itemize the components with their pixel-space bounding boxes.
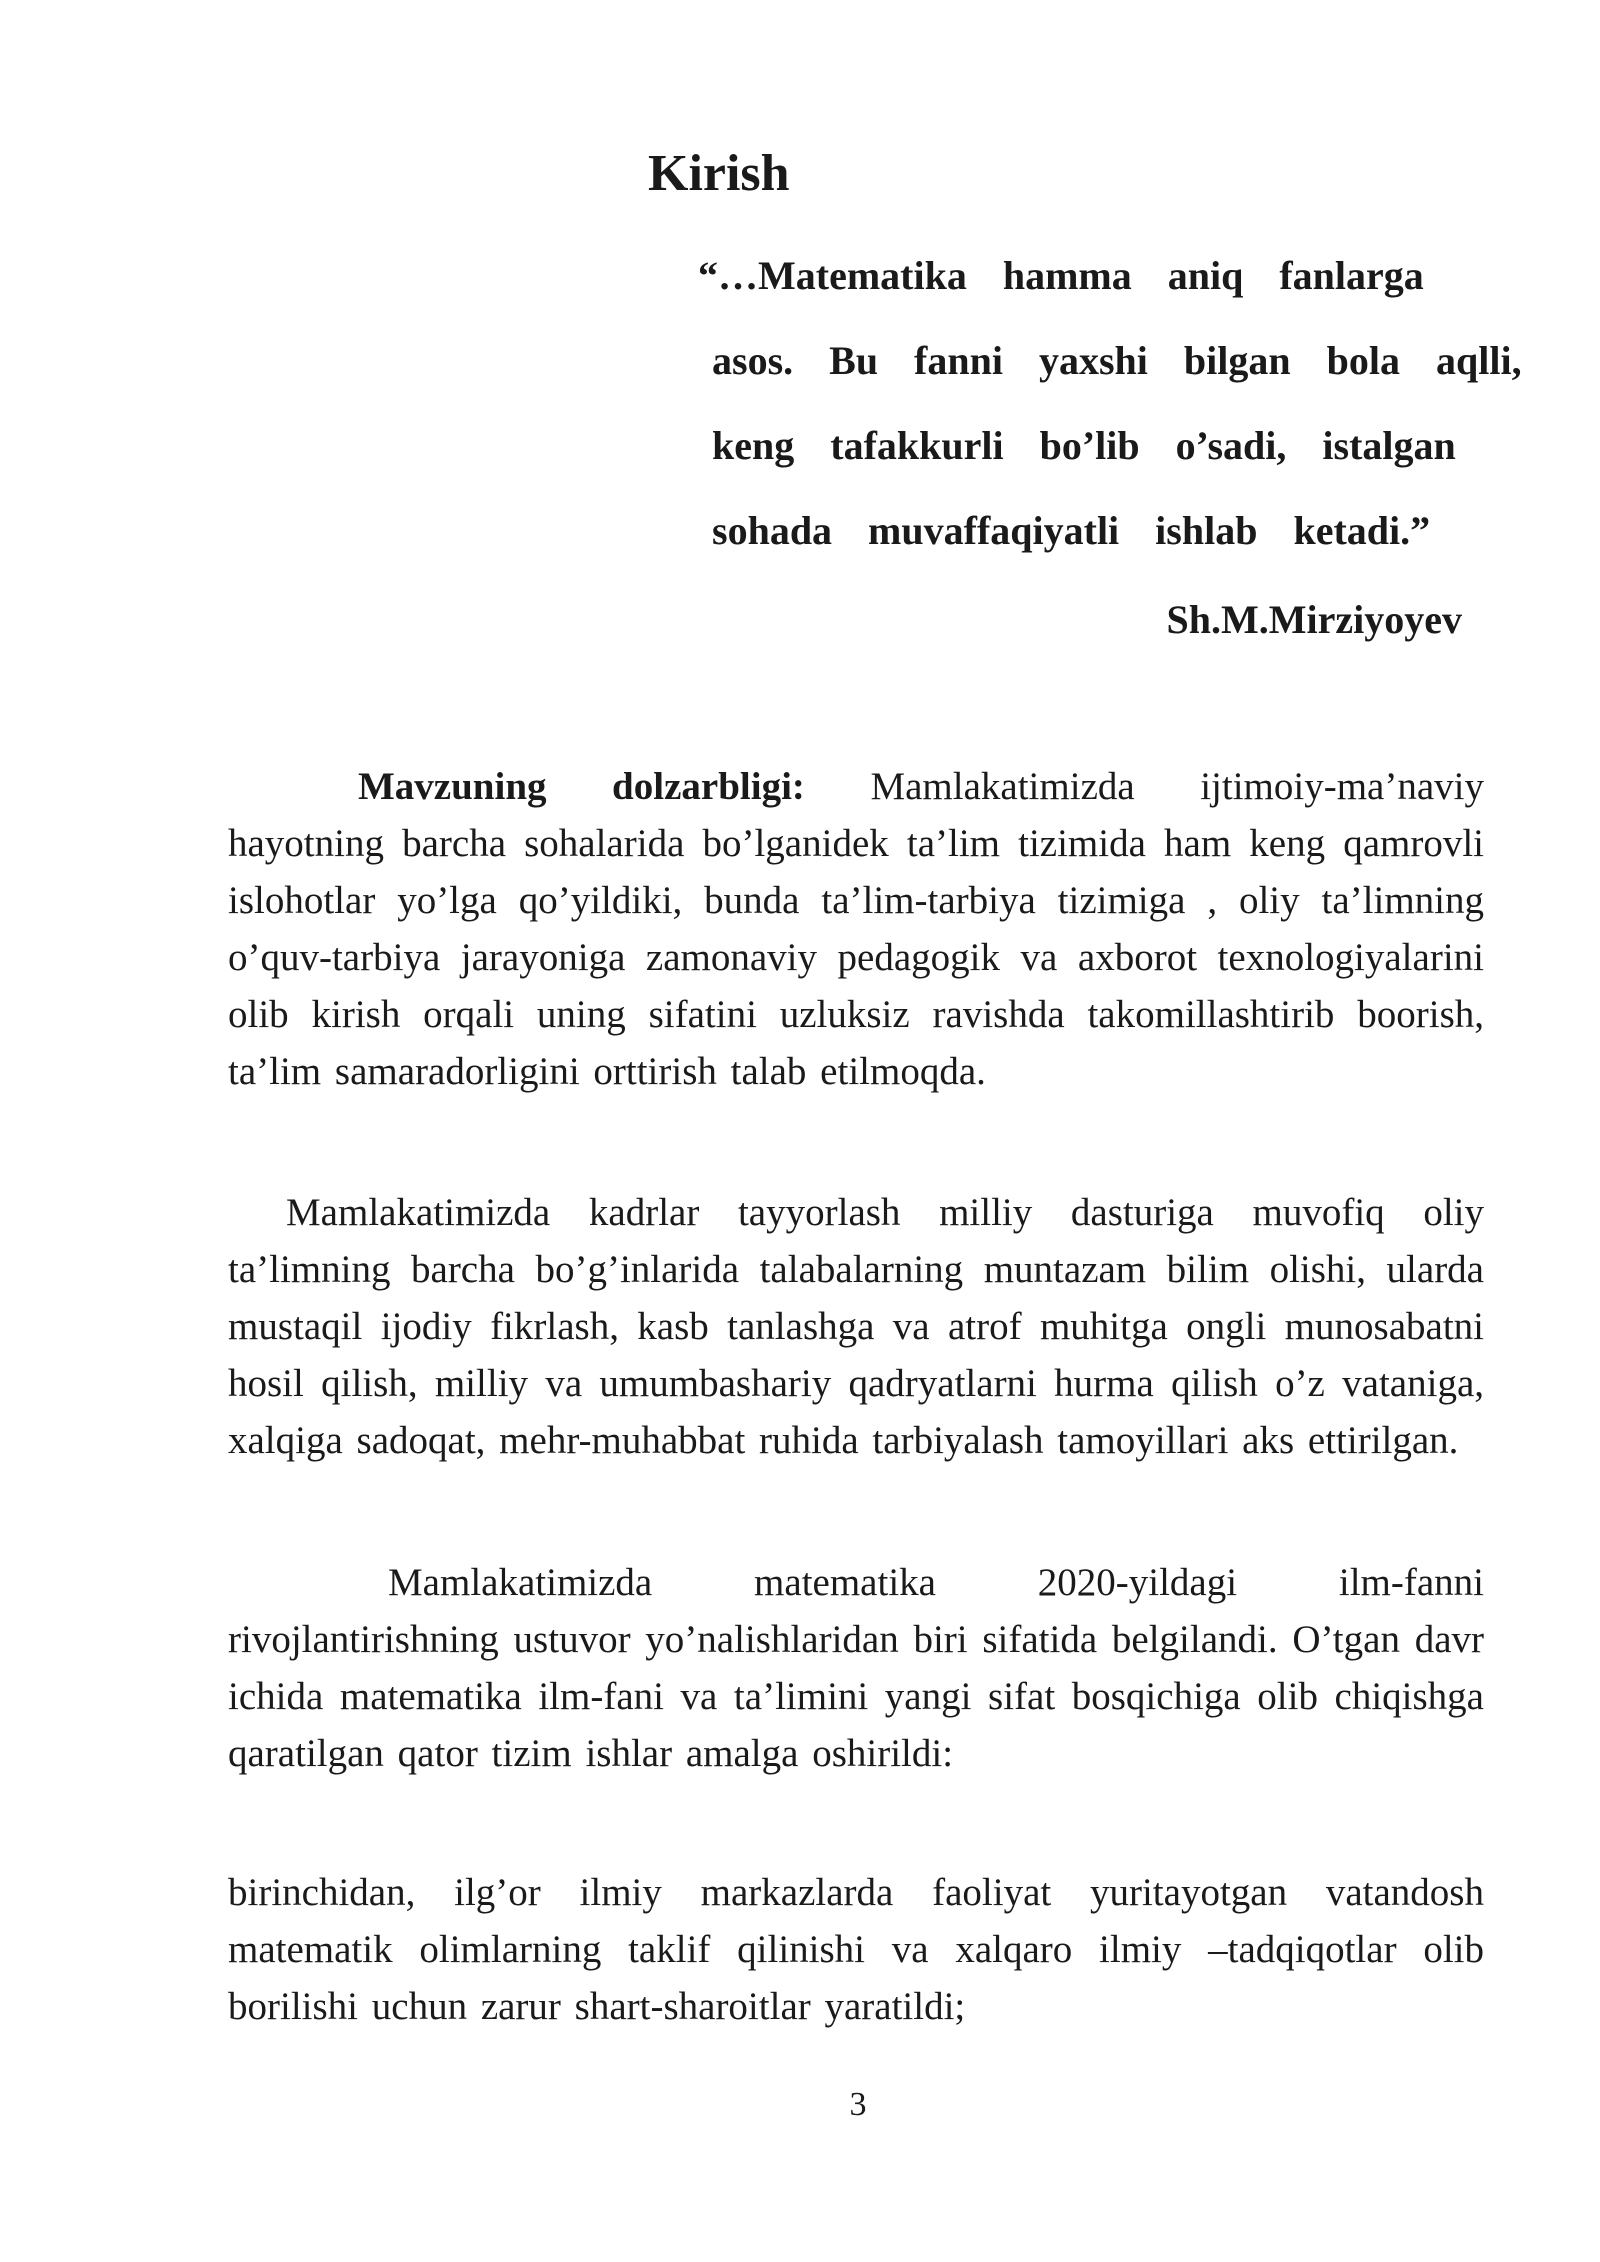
epigraph-line: “…Matematika hamma aniq fanlarga	[698, 253, 1424, 298]
epigraph-line: keng tafakkurli bo’lib o’sadi, istalgan	[712, 423, 1456, 468]
page-number: 3	[849, 2086, 867, 2123]
paragraph-relevance	[228, 758, 1484, 1100]
epigraph-line: sohada muvaffaqiyatli ishlab ketadi.”	[712, 508, 1431, 553]
page-title: Kirish	[648, 145, 790, 202]
epigraph-line: asos. Bu fanni yaxshi bilgan bola aqlli,	[712, 338, 1522, 383]
epigraph-author: Sh.M.Mirziyoyev	[1166, 597, 1462, 642]
paragraph: Mamlakatimizda kadrlar tayyorlash milliy dasturiga muvofiq oliy ta’limning barcha bo’g’inlarida talabalarning muntazam bilim olishi, ularda mustaqil ijodiy fikrlash, kasb tanlashga va atrof muhitga ongli munosabatni hosil qilish, milliy va umumbashariy qadryatlarni hurma qilish o’z vataniga, xalqiga sadoqat, mehr-muhabbat ruhida tarbiyalash tamoyillari aks ettirilgan.	[228, 1191, 1484, 1462]
paragraph-text: Mamlakatimizda ijtimoiy-ma’naviy hayotning barcha sohalarida bo’lganidek ta’lim tizimida ham keng qamrovli islohotlar yo’lga qo’yildiki, bunda ta’lim-tarbiya tizimiga , oliy ta’limning o’quv-tarbiya jarayoniga zamonaviy pedagogik va axborot texnologiyalarini olib kirish orqali uning sifatini uzluksiz ravishda takomillashtirib boorish, ta’lim samaradorligini orttirish talab etilmoqda.	[228, 765, 1484, 1093]
paragraph-lead: Mavzuning dolzarbligi:	[358, 765, 805, 808]
paragraph: Mamlakatimizda matematika 2020-yildagi ilm-fanni rivojlantirishning ustuvor yo’nalishlaridan biri sifatida belgilandi. O’tgan davr ichida matematika ilm-fani va ta’limini yangi sifat bosqichiga olib chiqishga qaratilgan qator tizim ishlar amalga oshirildi:	[228, 1561, 1484, 1775]
epigraph-quote	[698, 245, 1522, 585]
paragraph: birinchidan, ilg’or ilmiy markazlarda faoliyat yuritayotgan vatandosh matematik olimlarning taklif qilinishi va xalqaro ilmiy –tadqiqotlar olib borilishi uchun zarur shart-sharoitlar yaratildi;	[228, 1871, 1484, 2028]
